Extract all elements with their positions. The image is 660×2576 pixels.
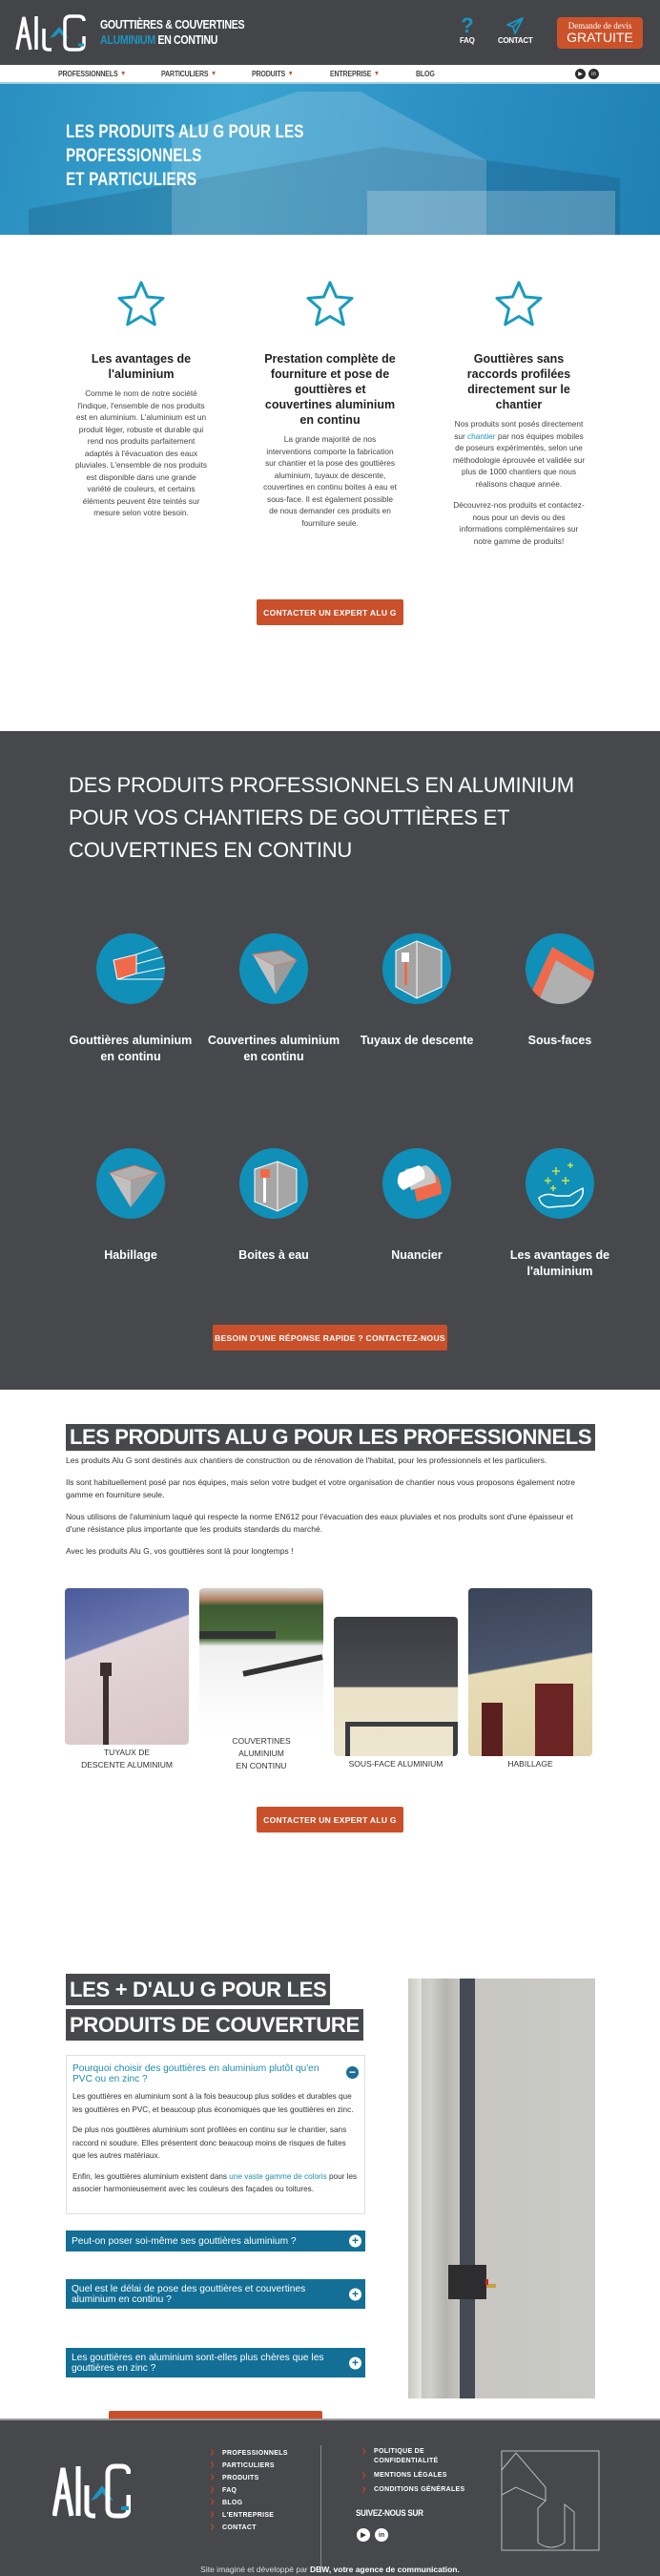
coping-icon xyxy=(239,933,308,1004)
faq-label: FAQ xyxy=(460,36,475,45)
title-line: LES + D'ALU G POUR LES xyxy=(66,1974,330,2005)
minus-icon[interactable]: − xyxy=(346,2066,359,2079)
top-header xyxy=(0,0,660,65)
footer-link-entreprise[interactable]: ❯ L'ENTREPRISE xyxy=(210,2509,288,2522)
star-icon xyxy=(492,278,546,331)
plus-icon[interactable]: + xyxy=(349,2235,361,2248)
tagline-blue: ALUMINIUM xyxy=(100,33,155,47)
tagline-line1: GOUTTIÈRES & COUVERTINES xyxy=(100,18,245,31)
product-soffits[interactable] xyxy=(493,933,627,1049)
feature-card xyxy=(74,278,208,731)
downpipe-icon xyxy=(382,933,451,1004)
paper-plane-icon xyxy=(505,15,525,36)
title-line: PRODUITS DE COUVERTURE xyxy=(66,2009,363,2041)
caption-line: ALUMINIUM xyxy=(238,1749,284,1758)
star-icon xyxy=(303,278,357,331)
paragraph: Les gouttières en aluminium sont à la fois beaucoup plus solides et durables que les gouttières en PVC, et beaucoup plus économiques que les gouttières en zinc. xyxy=(72,2092,354,2114)
footer-link-terms[interactable]: ❯ CONDITIONS GÉNÉRALES xyxy=(361,2485,464,2495)
credit-prefix: Site imaginé et développé par xyxy=(200,2565,310,2574)
hero-title-line: LES PRODUITS ALU G POUR LES xyxy=(66,121,304,142)
text-segment: par nos équipes mobiles de poseurs expérimentés, selon une méthodologie éprouvée et validée sur plus de 1000 chantiers que nous réalisons chaque année. xyxy=(452,430,586,489)
star-icon xyxy=(114,278,168,331)
gallery-item-copings[interactable] xyxy=(199,1588,323,1772)
question-text: Pourquoi choisir des gouttières en aluminium plutôt qu'en PVC ou en zinc ? xyxy=(72,2063,320,2084)
feature-title: Gouttières sans raccords profilées directement sur le chantier xyxy=(466,352,571,411)
product-downpipes[interactable] xyxy=(350,933,484,1049)
pro-text xyxy=(66,1455,594,1558)
product-copings[interactable] xyxy=(207,933,340,1065)
product-gutters[interactable] xyxy=(64,933,197,1065)
product-color-chart[interactable] xyxy=(350,1148,484,1264)
cladding-photo xyxy=(468,1588,592,1756)
follow-us-label: SUIVEZ-NOUS SUR xyxy=(356,2508,423,2519)
gallery-caption xyxy=(334,1758,458,1770)
product-label: Couvertines aluminium en continu xyxy=(207,1034,340,1063)
faq-link[interactable] xyxy=(460,15,475,45)
nav-produits[interactable] xyxy=(252,70,294,78)
feature-title: Prestation complète de fourniture et pose de gouttières et couvertines aluminium en continu xyxy=(264,352,396,427)
pro-title: LES PRODUITS ALU G POUR LES PROFESSIONNELS xyxy=(66,1424,595,1451)
cladding-icon xyxy=(96,1148,165,1219)
gutter-icon xyxy=(96,933,165,1004)
contact-expert-button[interactable]: CONTACTER UN EXPERT ALU G xyxy=(257,599,403,625)
alug-footer-logo[interactable] xyxy=(52,2462,131,2520)
paragraph: Avec les produits Alu G, vos gouttières sont là pour longtemps ! xyxy=(66,1545,294,1556)
product-label: Tuyaux de descente xyxy=(360,1034,474,1047)
feature-text: Découvrez-nos produits et contactez-nous pour un devis ou des informations complémentaires sur notre gamme de produits! xyxy=(453,500,585,546)
chevron-down-icon: ▼ xyxy=(287,71,294,77)
quick-answer-button[interactable]: BESOIN D'UNE RÉPONSE RAPIDE ? CONTACTEZ-NOUS xyxy=(213,1325,447,1351)
tagline xyxy=(100,17,244,48)
caption-line: TUYAUX DE xyxy=(103,1748,151,1757)
paragraph: De plus nos gouttières aluminium sont profilées en continu sur le chantier, sans raccord ni soudure. Elles présentent donc beaucoup moins de risques de fuites que les autres matériaux. xyxy=(72,2126,347,2160)
alug-logo[interactable] xyxy=(15,13,88,52)
gallery-caption xyxy=(65,1747,189,1771)
footer-link-privacy[interactable]: ❯ POLITIQUE DE CONFIDENTIALITÉ xyxy=(361,2447,447,2466)
nav-professionnels[interactable] xyxy=(58,70,126,78)
faq-item-open xyxy=(66,2055,365,2214)
footer-divider xyxy=(320,2445,321,2573)
footer xyxy=(0,2419,660,2576)
faq-answer xyxy=(72,2090,359,2196)
question-text: Les gouttières en aluminium sont-elles plus chères que les gouttières en zinc ? xyxy=(72,2352,324,2374)
text-segment: Nos produits sont posés directement sur xyxy=(454,419,584,441)
nav-label: PROFESSIONNELS xyxy=(58,70,118,78)
chevron-down-icon: ▼ xyxy=(211,71,217,77)
gallery-caption xyxy=(468,1758,592,1770)
product-label: Sous-faces xyxy=(527,1034,592,1047)
quote-big-label: GRATUITE xyxy=(567,30,633,45)
caption-line: DESCENTE ALUMINIUM xyxy=(81,1760,173,1770)
footer-link-legal[interactable]: ❯ MENTIONS LÉGALES xyxy=(361,2471,464,2481)
feature-card xyxy=(452,278,586,731)
footer-nav xyxy=(210,2447,288,2534)
chevron-down-icon: ▼ xyxy=(373,71,380,77)
hero-title-line: ET PARTICULIERS xyxy=(66,169,197,190)
faq-item-closed[interactable] xyxy=(66,2279,365,2309)
feature-text: La grande majorité de nos interventions comporte la fabrication sur chantier et la pose des gouttières aluminium, tuyaux de descente, couvertines en continu boites à eau et sous-face. Il est également possible de nous demander ces produits en fourniture seule. xyxy=(263,434,397,528)
nav-particuliers[interactable] xyxy=(161,70,217,78)
main-nav xyxy=(0,65,660,84)
product-advantages[interactable] xyxy=(493,1148,627,1280)
caption-line: HABILLAGE xyxy=(507,1759,553,1769)
coping-photo xyxy=(199,1588,323,1733)
product-water-boxes[interactable] xyxy=(207,1148,340,1264)
caption-line: SOUS-FACE ALUMINIUM xyxy=(348,1759,443,1769)
water-box-icon xyxy=(239,1148,308,1219)
feature-text xyxy=(452,418,586,490)
nav-entreprise[interactable] xyxy=(330,70,380,78)
feature-title: Les avantages de l'aluminium xyxy=(91,352,192,381)
feature-card xyxy=(263,278,397,731)
hero-title-line: PROFESSIONNELS xyxy=(66,145,202,166)
house-outline-graphic xyxy=(500,2449,603,2552)
youtube-icon[interactable]: ▶ xyxy=(575,69,586,79)
nav-label: ENTREPRISE xyxy=(330,70,372,78)
footer-link-faq[interactable]: ❯ FAQ xyxy=(210,2484,288,2497)
downpipe-photo xyxy=(65,1588,189,1745)
caption-line: EN CONTINU xyxy=(236,1761,287,1770)
youtube-icon[interactable]: ▶ xyxy=(357,2528,370,2542)
footer-link-produits[interactable]: ❯ PRODUITS xyxy=(210,2472,288,2484)
plus-icon[interactable]: + xyxy=(349,2288,361,2300)
linkedin-icon[interactable]: in xyxy=(375,2528,388,2542)
credit-text xyxy=(0,2565,660,2574)
hero-banner xyxy=(0,84,660,235)
title-line: POUR VOS CHANTIERS DE GOUTTIÈRES ET xyxy=(69,806,510,829)
soffit-photo xyxy=(334,1617,458,1756)
gallery-item-downpipes[interactable] xyxy=(65,1588,189,1771)
gallery-caption xyxy=(199,1735,323,1772)
footer-link-contact[interactable]: ❯ CONTACT xyxy=(210,2522,288,2534)
caption-line: COUVERTINES xyxy=(232,1736,291,1746)
products-section xyxy=(0,731,660,1390)
faq-item-closed[interactable] xyxy=(66,2230,365,2251)
product-gallery xyxy=(65,1588,595,1770)
free-quote-button[interactable] xyxy=(557,17,643,49)
title-line: COUVERTINES EN CONTINU xyxy=(69,838,353,862)
agency-link[interactable]: DBW, votre agence de communication. xyxy=(310,2565,460,2574)
contact-label: CONTACT xyxy=(498,36,533,45)
product-cladding[interactable] xyxy=(64,1148,197,1264)
plus-icon[interactable]: + xyxy=(349,2356,361,2369)
faq-question[interactable] xyxy=(72,2063,359,2084)
paragraph: Nous utilisons de l'aluminium laqué qui respecte la norme EN612 pour l'évacuation des eaux pluviales et nos produits sont d'une épaisseur et d'une résistance plus importante que les produits standards du marché. xyxy=(66,1511,573,1534)
linkedin-icon[interactable]: in xyxy=(588,69,599,79)
text-segment: Enfin, les gouttières aluminium existent dans xyxy=(72,2171,230,2181)
text-segment: pour les associer harmonieusement avec les couleurs des façades ou toitures. xyxy=(72,2171,358,2193)
title-line: DES PRODUITS PROFESSIONNELS EN ALUMINIUM xyxy=(69,773,574,797)
chantier-link[interactable]: chantier xyxy=(467,430,496,441)
chevron-down-icon: ▼ xyxy=(120,71,127,77)
paragraph: Les produits Alu G sont destinés aux chantiers de construction ou de rénovation de l'habitat, pour les professionnels et les particuliers. xyxy=(66,1456,547,1465)
features-section xyxy=(0,235,660,731)
footer-legal xyxy=(361,2447,464,2500)
product-label: Habillage xyxy=(104,1248,157,1262)
tagline-rest: EN CONTINU xyxy=(155,33,218,47)
paragraph: Ils sont habituellement posé par nos équipes, mais selon votre budget et votre organisation de chantier nous vous proposons également notre gamme en fourniture seule. xyxy=(66,1476,575,1499)
hero-house-shape xyxy=(367,191,615,235)
color-range-link[interactable]: une vaste gamme de coloris xyxy=(229,2171,327,2181)
quote-small-label: Demande de devis xyxy=(567,21,632,31)
contact-expert-button-2[interactable]: CONTACTER UN EXPERT ALU G xyxy=(257,1807,403,1833)
product-label: Gouttières aluminium en continu xyxy=(69,1034,193,1063)
pro-section xyxy=(0,1390,660,1962)
paragraph xyxy=(72,2170,359,2196)
footer-link-professionnels[interactable]: ❯ PROFESSIONNELS xyxy=(210,2447,288,2460)
gallery-item-cladding[interactable] xyxy=(468,1588,592,1770)
footer-link-particuliers[interactable]: ❯ PARTICULIERS xyxy=(210,2460,288,2472)
gallery-item-soffit[interactable] xyxy=(334,1617,458,1770)
nav-label: BLOG xyxy=(416,70,435,78)
soffit-icon xyxy=(526,933,594,1004)
question-text: Peut-on poser soi-même ses gouttières aluminium ? xyxy=(72,2235,297,2247)
question-text: Quel est le délai de pose des gouttières et couvertines aluminium en continu ? xyxy=(72,2283,306,2305)
nav-label: PRODUITS xyxy=(252,70,285,78)
contact-link[interactable] xyxy=(498,15,532,45)
product-label: Boites à eau xyxy=(238,1248,309,1262)
advantages-icon xyxy=(526,1148,594,1219)
product-label: Nuancier xyxy=(391,1248,443,1262)
product-label: Les avantages de l'aluminium xyxy=(509,1248,610,1278)
question-icon: ? xyxy=(461,13,474,37)
nav-label: PARTICULIERS xyxy=(161,70,209,78)
feature-text: Comme le nom de notre société l'indique, l'ensemble de nos produits est en aluminium. L'aluminium est un produit léger, robuste et durable qui rend nos produits parfaitement adaptés à l'évacuation des eaux pluviales. L'ensemble de nos produits est disponible dans une grande variété de couleurs, et certains éléments peuvent être teintés sur mesure selon votre besoin. xyxy=(74,388,208,517)
products-title xyxy=(69,769,574,867)
faq-section xyxy=(0,1962,660,2374)
faq-item-closed[interactable] xyxy=(66,2348,365,2377)
hero-title xyxy=(66,120,304,192)
downpipe-wall-photo xyxy=(408,1979,595,2398)
color-chart-icon xyxy=(382,1148,451,1219)
footer-link-blog[interactable]: ❯ BLOG xyxy=(210,2497,288,2509)
nav-blog[interactable] xyxy=(416,70,435,78)
faq-title xyxy=(66,1974,363,2044)
